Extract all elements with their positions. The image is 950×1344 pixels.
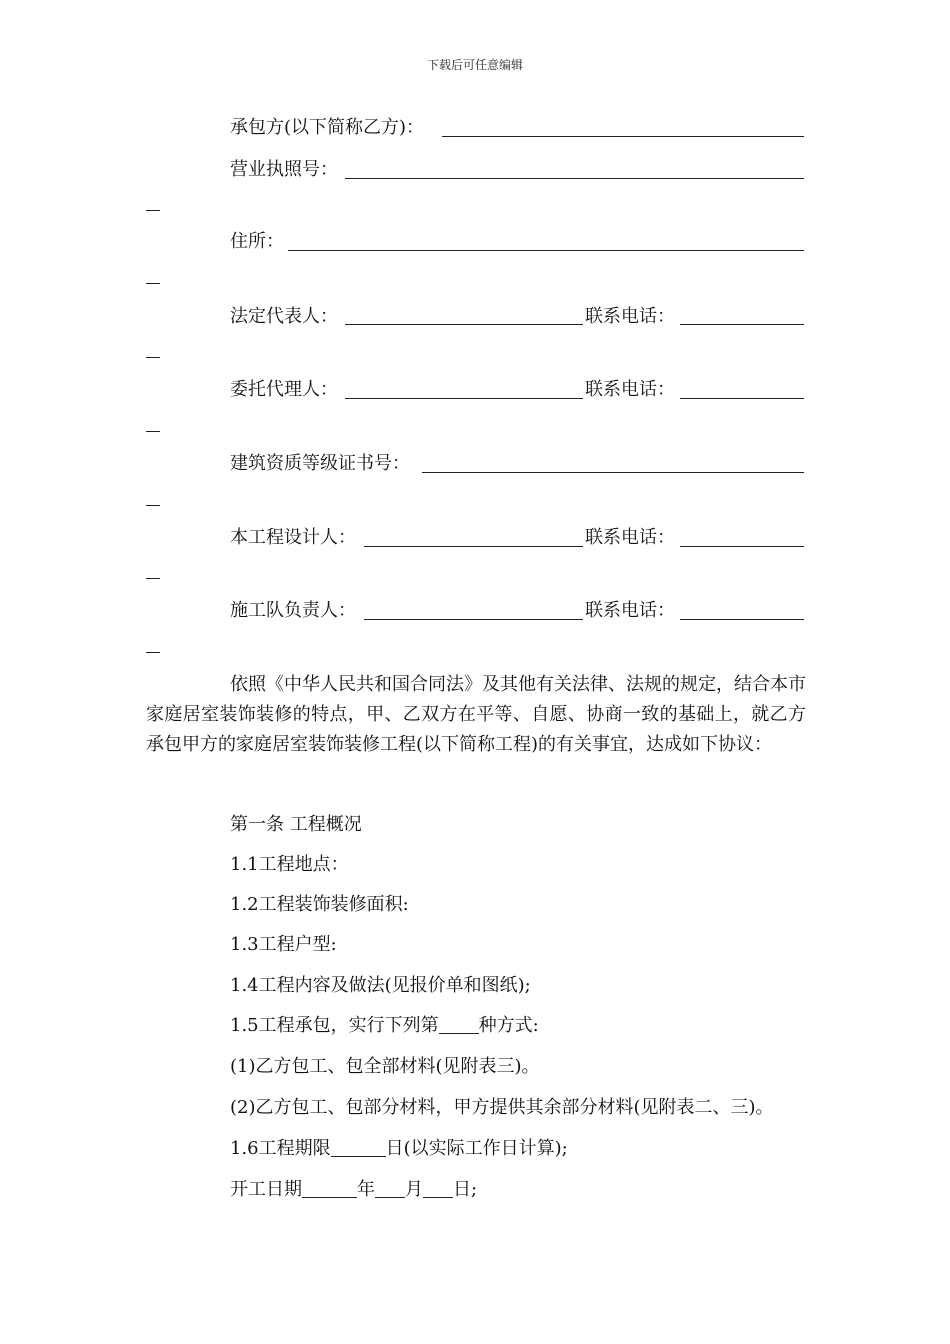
agent-blank[interactable] xyxy=(345,398,583,399)
qualification-label: 建筑资质等级证书号： xyxy=(230,453,410,474)
method-blank[interactable] xyxy=(439,1015,479,1034)
legal-rep-label: 法定代表人： xyxy=(230,306,338,327)
line-continuation xyxy=(146,283,160,284)
year-label: 年 xyxy=(357,1179,375,1200)
item-1-6-suffix: 日(以实际工作日计算); xyxy=(385,1138,568,1159)
day-label: 日; xyxy=(453,1179,478,1200)
item-1-6 xyxy=(230,1137,568,1161)
duration-blank[interactable] xyxy=(331,1138,386,1157)
item-1-4: 1.4工程内容及做法(见报价单和图纸); xyxy=(230,975,531,996)
year-blank[interactable] xyxy=(302,1179,357,1198)
qualification-blank[interactable] xyxy=(422,472,804,473)
agent-label: 委托代理人： xyxy=(230,379,338,400)
agent-phone-label: 联系电话： xyxy=(585,379,675,400)
contractor-blank[interactable] xyxy=(442,136,804,137)
line-continuation xyxy=(146,652,160,653)
line-continuation xyxy=(146,357,160,358)
line-continuation xyxy=(146,505,160,506)
item-1-6-text: 1.6工程期限 xyxy=(230,1138,331,1159)
start-date-label: 开工日期 xyxy=(230,1179,302,1200)
team-leader-phone-label: 联系电话： xyxy=(585,600,675,621)
agent-phone-blank[interactable] xyxy=(680,398,804,399)
start-date xyxy=(230,1178,477,1202)
option-1: (1)乙方包工、包全部材料(见附表三)。 xyxy=(230,1056,540,1077)
item-1-5 xyxy=(230,1014,539,1038)
item-1-1: 1.1工程地点： xyxy=(230,854,349,875)
designer-phone-blank[interactable] xyxy=(680,546,804,547)
contractor-label: 承包方(以下简称乙方)： xyxy=(230,117,425,138)
item-1-2: 1.2工程装饰装修面积: xyxy=(230,894,409,915)
designer-label: 本工程设计人： xyxy=(230,527,356,548)
day-blank[interactable] xyxy=(423,1179,453,1198)
team-leader-label: 施工队负责人： xyxy=(230,600,356,621)
item-1-3: 1.3工程户型: xyxy=(230,934,337,955)
option-2: (2)乙方包工、包部分材料，甲方提供其余部分材料(见附表二、三)。 xyxy=(230,1097,774,1118)
license-label: 营业执照号： xyxy=(230,159,338,180)
page-header: 下载后可任意编辑 xyxy=(426,58,523,72)
month-blank[interactable] xyxy=(375,1179,405,1198)
article-1-title: 第一条 工程概况 xyxy=(230,814,362,835)
designer-phone-label: 联系电话： xyxy=(585,527,675,548)
designer-blank[interactable] xyxy=(364,546,583,547)
line-continuation xyxy=(146,578,160,579)
legal-rep-phone-blank[interactable] xyxy=(680,324,804,325)
team-leader-blank[interactable] xyxy=(364,619,583,620)
address-label: 住所： xyxy=(230,231,284,252)
team-leader-phone-blank[interactable] xyxy=(680,619,804,620)
month-label: 月 xyxy=(405,1179,423,1200)
intro-paragraph: 依照《中华人民共和国合同法》及其他有关法律、法规的规定，结合本市家庭居室装饰装修的特点，甲、乙双方在平等、自愿、协商一致的基础上，就乙方承包甲方的家庭居室装饰装修工程(以下简称工程)的有关事宜，达成如下协议： xyxy=(146,674,806,755)
line-continuation xyxy=(146,431,160,432)
address-blank[interactable] xyxy=(288,250,804,251)
legal-rep-phone-label: 联系电话： xyxy=(585,306,675,327)
line-continuation xyxy=(146,210,160,211)
legal-rep-blank[interactable] xyxy=(345,324,583,325)
license-blank[interactable] xyxy=(345,178,804,179)
item-1-5-suffix: 种方式: xyxy=(478,1015,539,1036)
item-1-5-text: 1.5工程承包，实行下列第 xyxy=(230,1015,439,1036)
